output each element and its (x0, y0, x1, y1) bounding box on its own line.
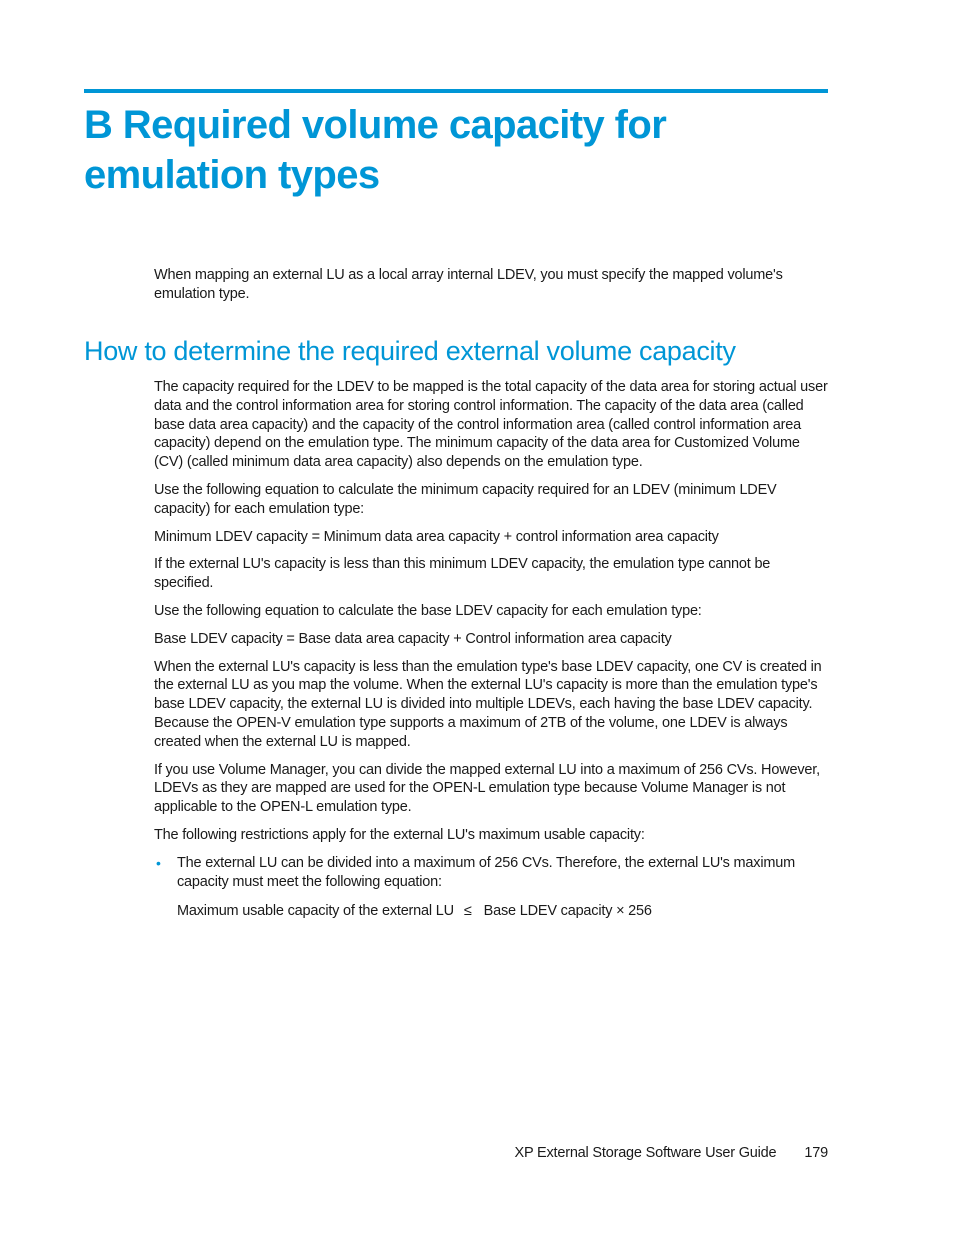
base-ldev-equation: Base LDEV capacity = Base data area capacity + Control information area capacity (154, 630, 672, 647)
paragraph-restrictions-intro: The following restrictions apply for the external LU's maximum usable capacity: (154, 826, 645, 843)
paragraph-volume-manager: If you use Volume Manager, you can divide the mapped external LU into a maximum of 256 CVs. However, LDEVs as they are mapped are used for the OPEN-L emulation type because Volume Manager is not applicable to the OPEN-L emulation type. (154, 761, 820, 816)
page-number: 179 (804, 1145, 828, 1161)
chapter-top-rule (84, 89, 828, 93)
paragraph-base-equation-intro: Use the following equation to calculate the base LDEV capacity for each emulation type: (154, 602, 702, 619)
intro-paragraph: When mapping an external LU as a local array internal LDEV, you must specify the mapped volume's emulation type. (154, 267, 783, 302)
page-footer (460, 1143, 828, 1163)
section-heading: How to determine the required external volume capacity (84, 336, 736, 366)
paragraph-min-restriction: If the external LU's capacity is less than this minimum LDEV capacity, the emulation type cannot be specified. (154, 556, 771, 592)
max-capacity-equation (177, 902, 830, 921)
min-ldev-equation: Minimum LDEV capacity = Minimum data area capacity + control information area capacity (154, 528, 719, 545)
bullet-text: The external LU can be divided into a maximum of 256 CVs. Therefore, the external LU's maximum capacity must meet the following equation: (177, 854, 795, 890)
section-body (154, 378, 830, 921)
less-equal-symbol: ≤ (463, 903, 472, 920)
restrictions-list (154, 854, 830, 921)
paragraph-capacity-overview: The capacity required for the LDEV to be mapped is the total capacity of the data area for storing actual user data and the control information area for storing control information. The capacity of the data area (called base data area capacity) and the capacity of the control information area (called control information area capacity) depend on the emulation type. The minimum capacity of the data area for Customized Volume (CV) (called minimum data area capacity) also depends on the emulation type. (154, 379, 828, 471)
equation-left: Maximum usable capacity of the external LU (177, 903, 454, 920)
footer-guide-title: XP External Storage Software User Guide (514, 1145, 777, 1161)
bullet-icon: • (156, 854, 161, 871)
equation-right: Base LDEV capacity × 256 (483, 903, 652, 920)
paragraph-cv-creation: When the external LU's capacity is less than the emulation type's base LDEV capacity, one CV is created in the external LU as you map the volume. When the external LU's capacity is more than the emulation type's base LDEV capacity, the external LU is divided into multiple LDEVs, each having the base LDEV capacity. Because the OPEN-V emulation type supports a maximum of 2TB of the volume, one LDEV is always created when the external LU is mapped. (154, 658, 822, 750)
paragraph-min-equation-intro: Use the following equation to calculate the minimum capacity required for an LDEV (minimum LDEV capacity) for each emulation type: (154, 481, 777, 517)
chapter-title: B Required volume capacity for emulation types (84, 103, 667, 197)
list-item (154, 854, 830, 921)
